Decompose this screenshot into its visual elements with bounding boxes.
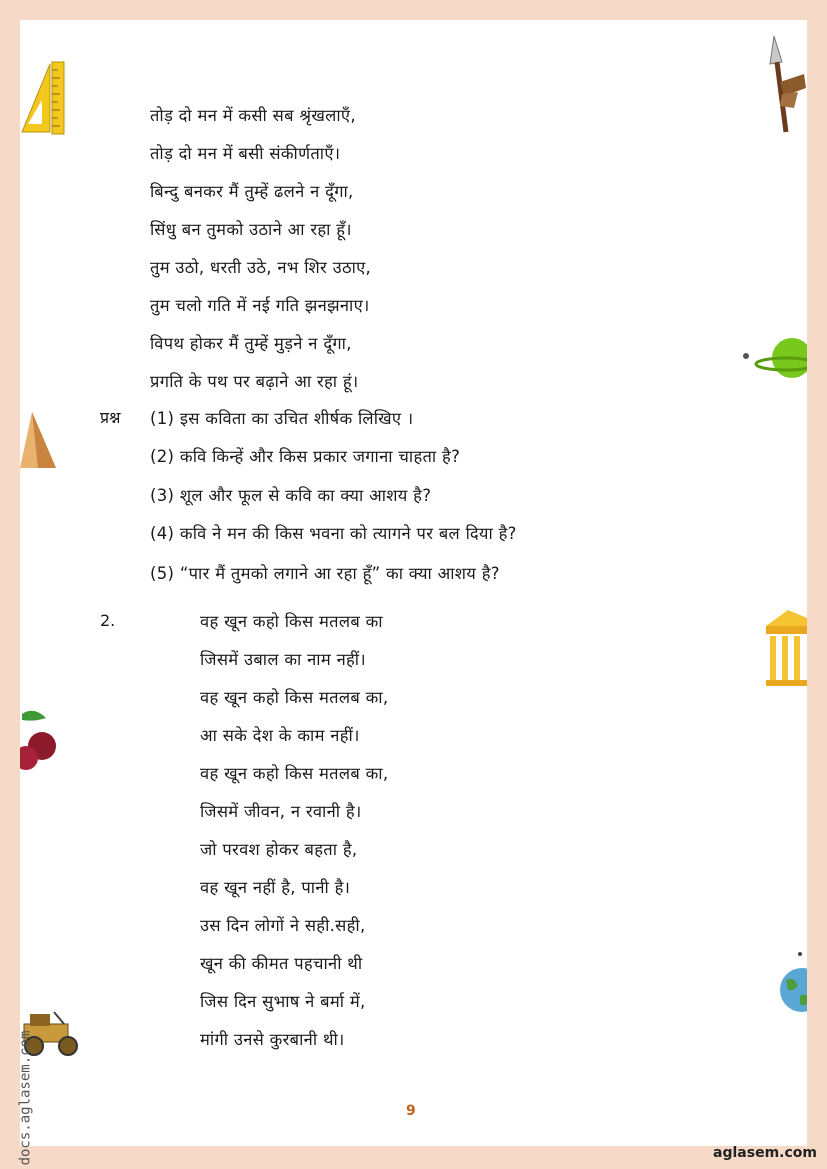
poem-line: सिंधु बन तुमको उठाने आ रहा हूँ।: [150, 220, 352, 239]
poem-line: विपथ होकर मैं तुम्हें मुड़ने न दूँगा,: [150, 334, 352, 353]
poem-line: वह खून कहो किस मतलब का,: [200, 688, 389, 707]
poem-line: वह खून नहीं है, पानी है।: [200, 878, 351, 897]
poem-line: खून की कीमत पहचानी थी: [200, 954, 363, 973]
pyramid-icon: [20, 410, 60, 470]
planet-icon: [740, 336, 807, 382]
poem-line: जिसमें उबाल का नाम नहीं।: [200, 650, 366, 669]
questions-label: प्रश्न: [100, 408, 121, 427]
poem-line: तुम उठो, धरती उठे, नभ शिर उठाए,: [150, 258, 372, 277]
ruler-triangle-icon: [20, 60, 68, 136]
globe-icon: [776, 948, 807, 1018]
poem-line: आ सके देश के काम नहीं।: [200, 726, 360, 745]
poem-line: तुम चलो गति में नई गति झनझनाए।: [150, 296, 370, 315]
question-item: (5) “पार मैं तुमको लगाने आ रहा हूँ” का क्या आशय है?: [150, 564, 500, 583]
spear-tool-icon: [764, 34, 808, 136]
question-item: (2) कवि किन्हें और किस प्रकार जगाना चाहता है?: [150, 447, 461, 466]
page-number: 9: [406, 1103, 416, 1119]
poem-line: बिन्दु बनकर मैं तुम्हें ढलने न दूँगा,: [150, 182, 354, 201]
poem-line: जो परवश होकर बहता है,: [200, 840, 358, 859]
footer-site-link[interactable]: aglasem.com: [713, 1145, 817, 1161]
poem-number: 2.: [100, 611, 116, 630]
poem-line: प्रगति के पथ पर बढ़ाने आ रहा हूं।: [150, 372, 359, 391]
question-item: (1) इस कविता का उचित शीर्षक लिखिए ।: [150, 409, 414, 428]
poem-line: उस दिन लोगों ने सही.सही,: [200, 916, 366, 935]
poem-line: तोड़ दो मन में कसी सब श्रृंखलाएँ,: [150, 106, 356, 125]
question-item: (3) शूल और फूल से कवि का क्या आशय है?: [150, 486, 432, 505]
poem-line: वह खून कहो किस मतलब का: [200, 612, 383, 631]
poem-line: मांगी उनसे कुरबानी थी।: [200, 1030, 345, 1049]
fruit-icon: [20, 706, 60, 776]
pillar-temple-icon: [762, 608, 807, 688]
poem-line: जिस दिन सुभाष ने बर्मा में,: [200, 992, 366, 1011]
watermark: docs.aglasem.com: [17, 1030, 34, 1166]
question-item: (4) कवि ने मन की किस भवना को त्यागने पर बल दिया है?: [150, 524, 517, 543]
poem-line: तोड़ दो मन में बसी संकीर्णताएँ।: [150, 144, 341, 163]
poem-line: वह खून कहो किस मतलब का,: [200, 764, 389, 783]
poem-line: जिसमें जीवन, न रवानी है।: [200, 802, 362, 821]
